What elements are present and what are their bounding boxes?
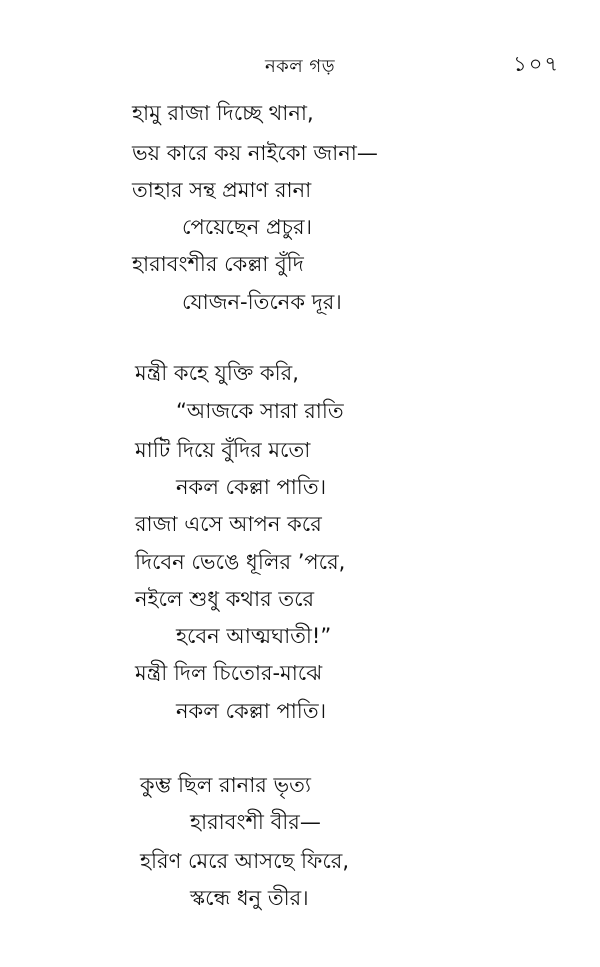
verse-line: হারাবংশী বীর—	[190, 810, 321, 834]
verse-line: হরিণ মেরে আসছে ফিরে,	[140, 849, 350, 873]
verse-line: মন্ত্রী দিল চিতোর-মাঝে	[135, 661, 323, 685]
verse-line: মাটি দিয়ে বুঁদির মতো	[135, 438, 311, 462]
verse-line: হামু রাজা দিচ্ছে থানা,	[132, 101, 314, 125]
verse-line: দিবেন ভেঙে ধূলির ’পরে,	[135, 550, 346, 574]
verse-line: রাজা এসে আপন করে	[135, 512, 322, 536]
page-number: ১০৭	[513, 52, 560, 76]
verse-line: ভয় কারে কয় নাইকো জানা—	[132, 141, 378, 165]
verse-line: কুম্ভ ছিল রানার ভৃত্য	[140, 773, 312, 797]
verse-line: মন্ত্রী কহে যুক্তি করি,	[135, 361, 299, 385]
verse-line: হবেন আত্মঘাতী!”	[176, 624, 332, 648]
verse-line: হারাবংশীর কেল্লা বুঁদি	[132, 252, 304, 276]
verse-line: নকল কেল্লা পাতি।	[176, 475, 327, 499]
verse-line: পেয়েছেন প্রচুর।	[182, 215, 313, 239]
verse-line: যোজন-তিনেক দূর।	[182, 290, 342, 314]
verse-line: স্কন্ধে ধনু তীর।	[190, 886, 309, 910]
running-title: নকল গড়	[264, 56, 336, 77]
verse-line: নইলে শুধু কথার তরে	[135, 587, 315, 611]
verse-line: তাহার সন্থ প্রমাণ রানা	[132, 178, 312, 202]
verse-line: নকল কেল্লা পাতি।	[176, 699, 327, 723]
verse-line: “আজকে সারা রাতি	[176, 399, 344, 423]
